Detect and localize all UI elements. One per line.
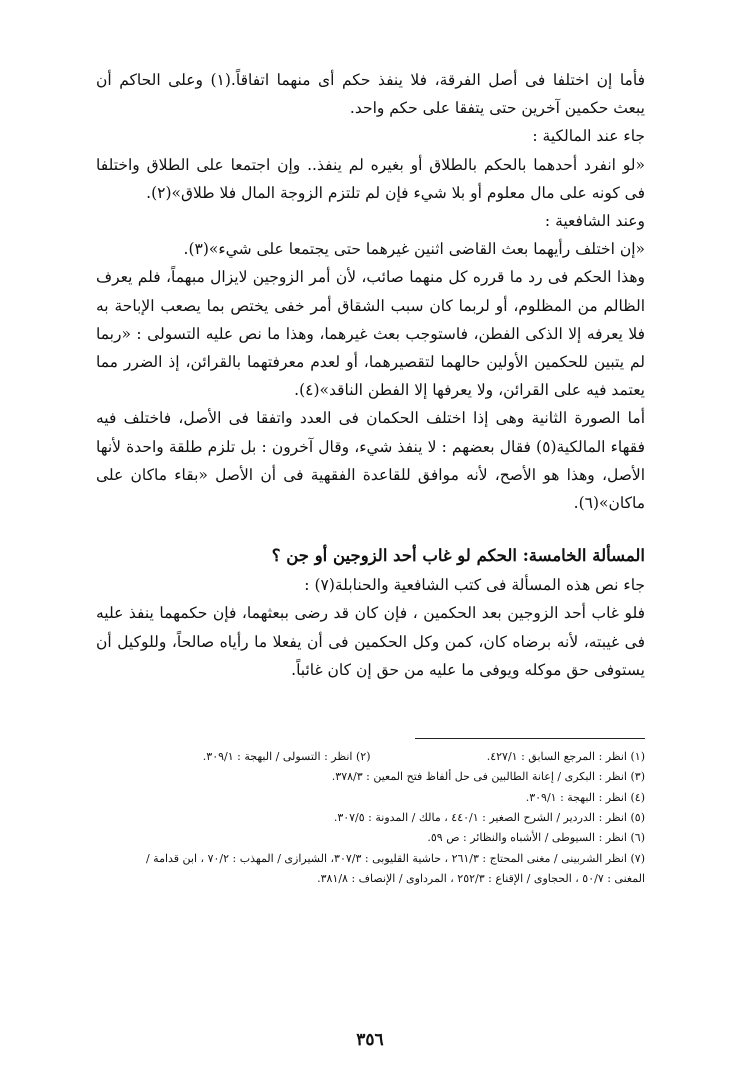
paragraph-1: فأما إن اختلفا فى أصل الفرقة، فلا ينفذ حكم أى منهما اتفاقاً.(١) وعلى الحاكم أن يبعث حكمين آخرين حتى يتفقا على حكم واحد. xyxy=(96,71,645,118)
paragraph-7: أما الصورة الثانية وهى إذا اختلف الحكمان فى العدد واتفقا فى الأصل، فاختلف فيه فقهاء المالكية(٥) فقال بعضهم : لا ينفذ شيء، وقال آخرون : بل تلزم طلقة واحدة لأنها الأصل، وهذا هو الأصح، لأنه موافق للقاعدة الفقهية فى أن الأصل «بقاء ماكان على ماكان»(٦). xyxy=(96,409,645,513)
footnote-divider xyxy=(415,738,645,739)
footnote-5: (٥) انظر : الدردير / الشرح الصغير : ٤٤٠/١ ، مالك / المدونة : ٣٠٧/٥. xyxy=(333,810,645,824)
footnote-2: (٢) انظر : التسولى / البهجة : ٣٠٩/١. xyxy=(202,750,371,764)
footnote-4: (٤) انظر : البهجة : ٣٠٩/١. xyxy=(525,790,645,804)
section-heading xyxy=(96,541,645,571)
footnote-row xyxy=(96,747,645,767)
paragraph-3-quote: «لو انفرد أحدهما بالحكم بالطلاق أو بغيره لم ينفذ.. وإن اجتمعا على الطلاق واختلفا فى كونه على مال معلوم أو بلا شيء فإن لم تلتزم الزوجة المال فلا طلاق»(٢). xyxy=(96,155,645,202)
paragraph-8: جاء نص هذه المسألة فى كتب الشافعية والحنابلة(٧) : xyxy=(304,576,645,595)
main-text xyxy=(96,66,645,517)
footnote-3: (٣) انظر : البكرى / إعانة الطالبين فى حل ألفاظ فتح المعين : ٣٧٨/٣. xyxy=(331,770,645,784)
paragraph-6: وهذا الحكم فى رد ما قرره كل منهما صائب، لأن أمر الزوجين لايزال مبهماً، فلم يعرف الظالم من المظلوم، أو لربما كان سبب الشقاق أمر خفى يختص بما يصعب الإباحة به فلا يعرفه إلا الذكى الفطن، فاستوجب بعث غيرهما، وهذا ما نص عليه التسولى : «ربما لم يتبين للحكمين الأولين حالهما لتقصيرهما، أو لعدم معرفتهما بالقرائن، إذ الضرر مما يعتمد فيه على القرائن، ولا يعرفها إلا الفطن الناقد»(٤). xyxy=(96,268,645,400)
page-number: ٣٥٦ xyxy=(356,1030,384,1050)
footnote-7-continued: المغنى : ٥٠/٧ ، الحجاوى / الإقناع : ٢٥٢/٣ ، المرداوى / الإنصاف : ٣٨١/٨. xyxy=(317,871,645,885)
section-text xyxy=(96,571,645,684)
footnote-6: (٦) انظر : السيوطى / الأشباه والنظائر : ص ٥٩. xyxy=(427,831,645,845)
footnotes xyxy=(96,747,645,889)
paragraph-5-quote: «إن اختلف رأيهما بعث القاضى اثنين غيرهما حتى يجتمعا على شيء»(٣). xyxy=(183,240,645,259)
paragraph-4: وعند الشافعية : xyxy=(544,212,645,231)
paragraph-2: جاء عند المالكية : xyxy=(532,127,645,146)
footnote-1: (١) انظر : المرجع السابق : ٤٢٧/١. xyxy=(486,750,645,764)
footnote-7: (٧) انظر الشربينى / مغنى المحتاج : ٢٦١/٣ ، حاشية القليوبى : ٣٠٧/٣، الشيرازى / المهذب : ٧٠/٢ ، ابن قدامة / xyxy=(145,851,645,865)
section-heading-lead: المسألة الخامسة: xyxy=(522,546,645,566)
section-heading-title: الحكم لو غاب أحد الزوجين أو جن ؟ xyxy=(271,546,523,566)
paragraph-9: فلو غاب أحد الزوجين بعد الحكمين ، فإن كان قد رضى ببعثهما، فإن حكمهما ينفذ عليه فى غيبته، لأنه برضاه كان، كمن وكل الحكمين فى أن يفعلا ما رأياه صالحاً، وللوكيل أن يستوفى حق موكله ويوفى ما عليه من حق إن كان غائباً. xyxy=(96,604,645,679)
